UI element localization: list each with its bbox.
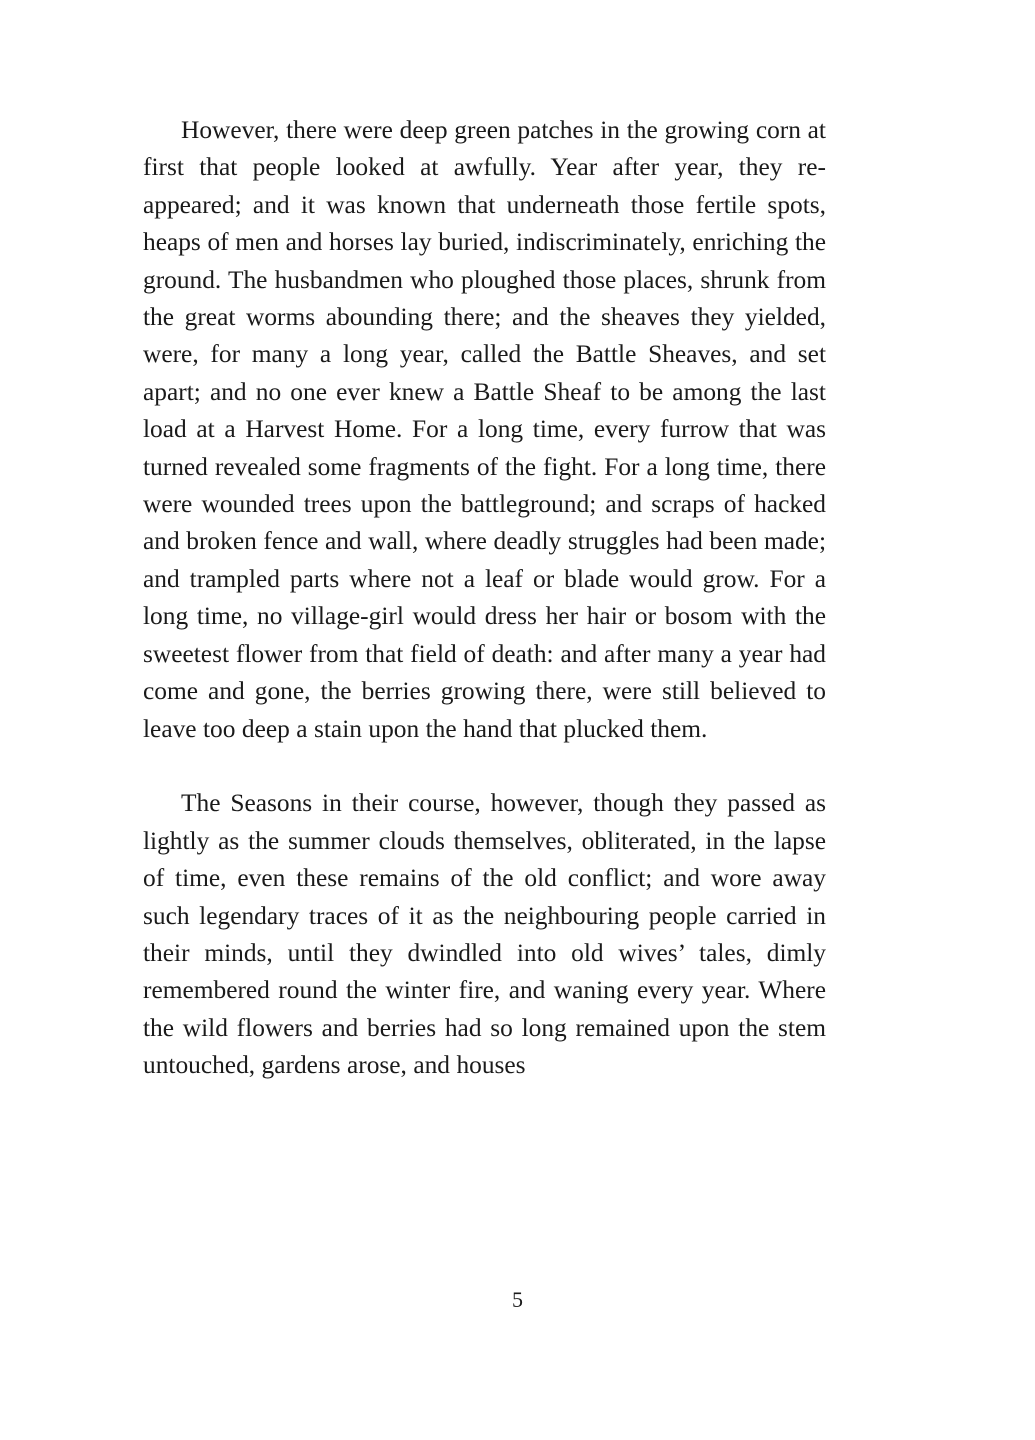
body-paragraph-1: However, there were deep green patches in the growing corn at first that people looked at awfully. Year after year, they re-appeared; and it was known that underneath those fertile spots, heaps of men and horses lay buried, indiscriminately, enriching the ground. The husbandmen who ploughed those places, shrunk from the great worms abounding there; and the sheaves they yielded, were, for many a long year, called the Battle Sheaves, and set apart; and no one ever knew a Battle Sheaf to be among the last load at a Harvest Home. For a long time, every furrow that was turned revealed some fragments of the fight. For a long time, there were wounded trees upon the battleground; and scraps of hacked and broken fence and wall, where deadly struggles had been made; and trampled parts where not a leaf or blade would grow. For a long time, no village-girl would dress her hair or bosom with the sweetest flower from that field of death: and after many a year had come and gone, the berries growing there, were still believed to leave too deep a stain upon the hand that plucked them. xyxy=(143,116,826,743)
page-number: 5 xyxy=(512,1287,523,1312)
body-paragraph-2: The Seasons in their course, however, though they passed as lightly as the summer clouds themselves, obliterated, in the lapse of time, even these remains of the old conflict; and wore away such legendary traces of it as the neighbouring people carried in their minds, until they dwindled into old wives’ tales, dimly remembered round the winter fire, and waning every year. Where the wild flowers and berries had so long remained upon the stem untouched, gardens arose, and houses xyxy=(143,789,826,1080)
body-text-block xyxy=(143,112,826,1085)
